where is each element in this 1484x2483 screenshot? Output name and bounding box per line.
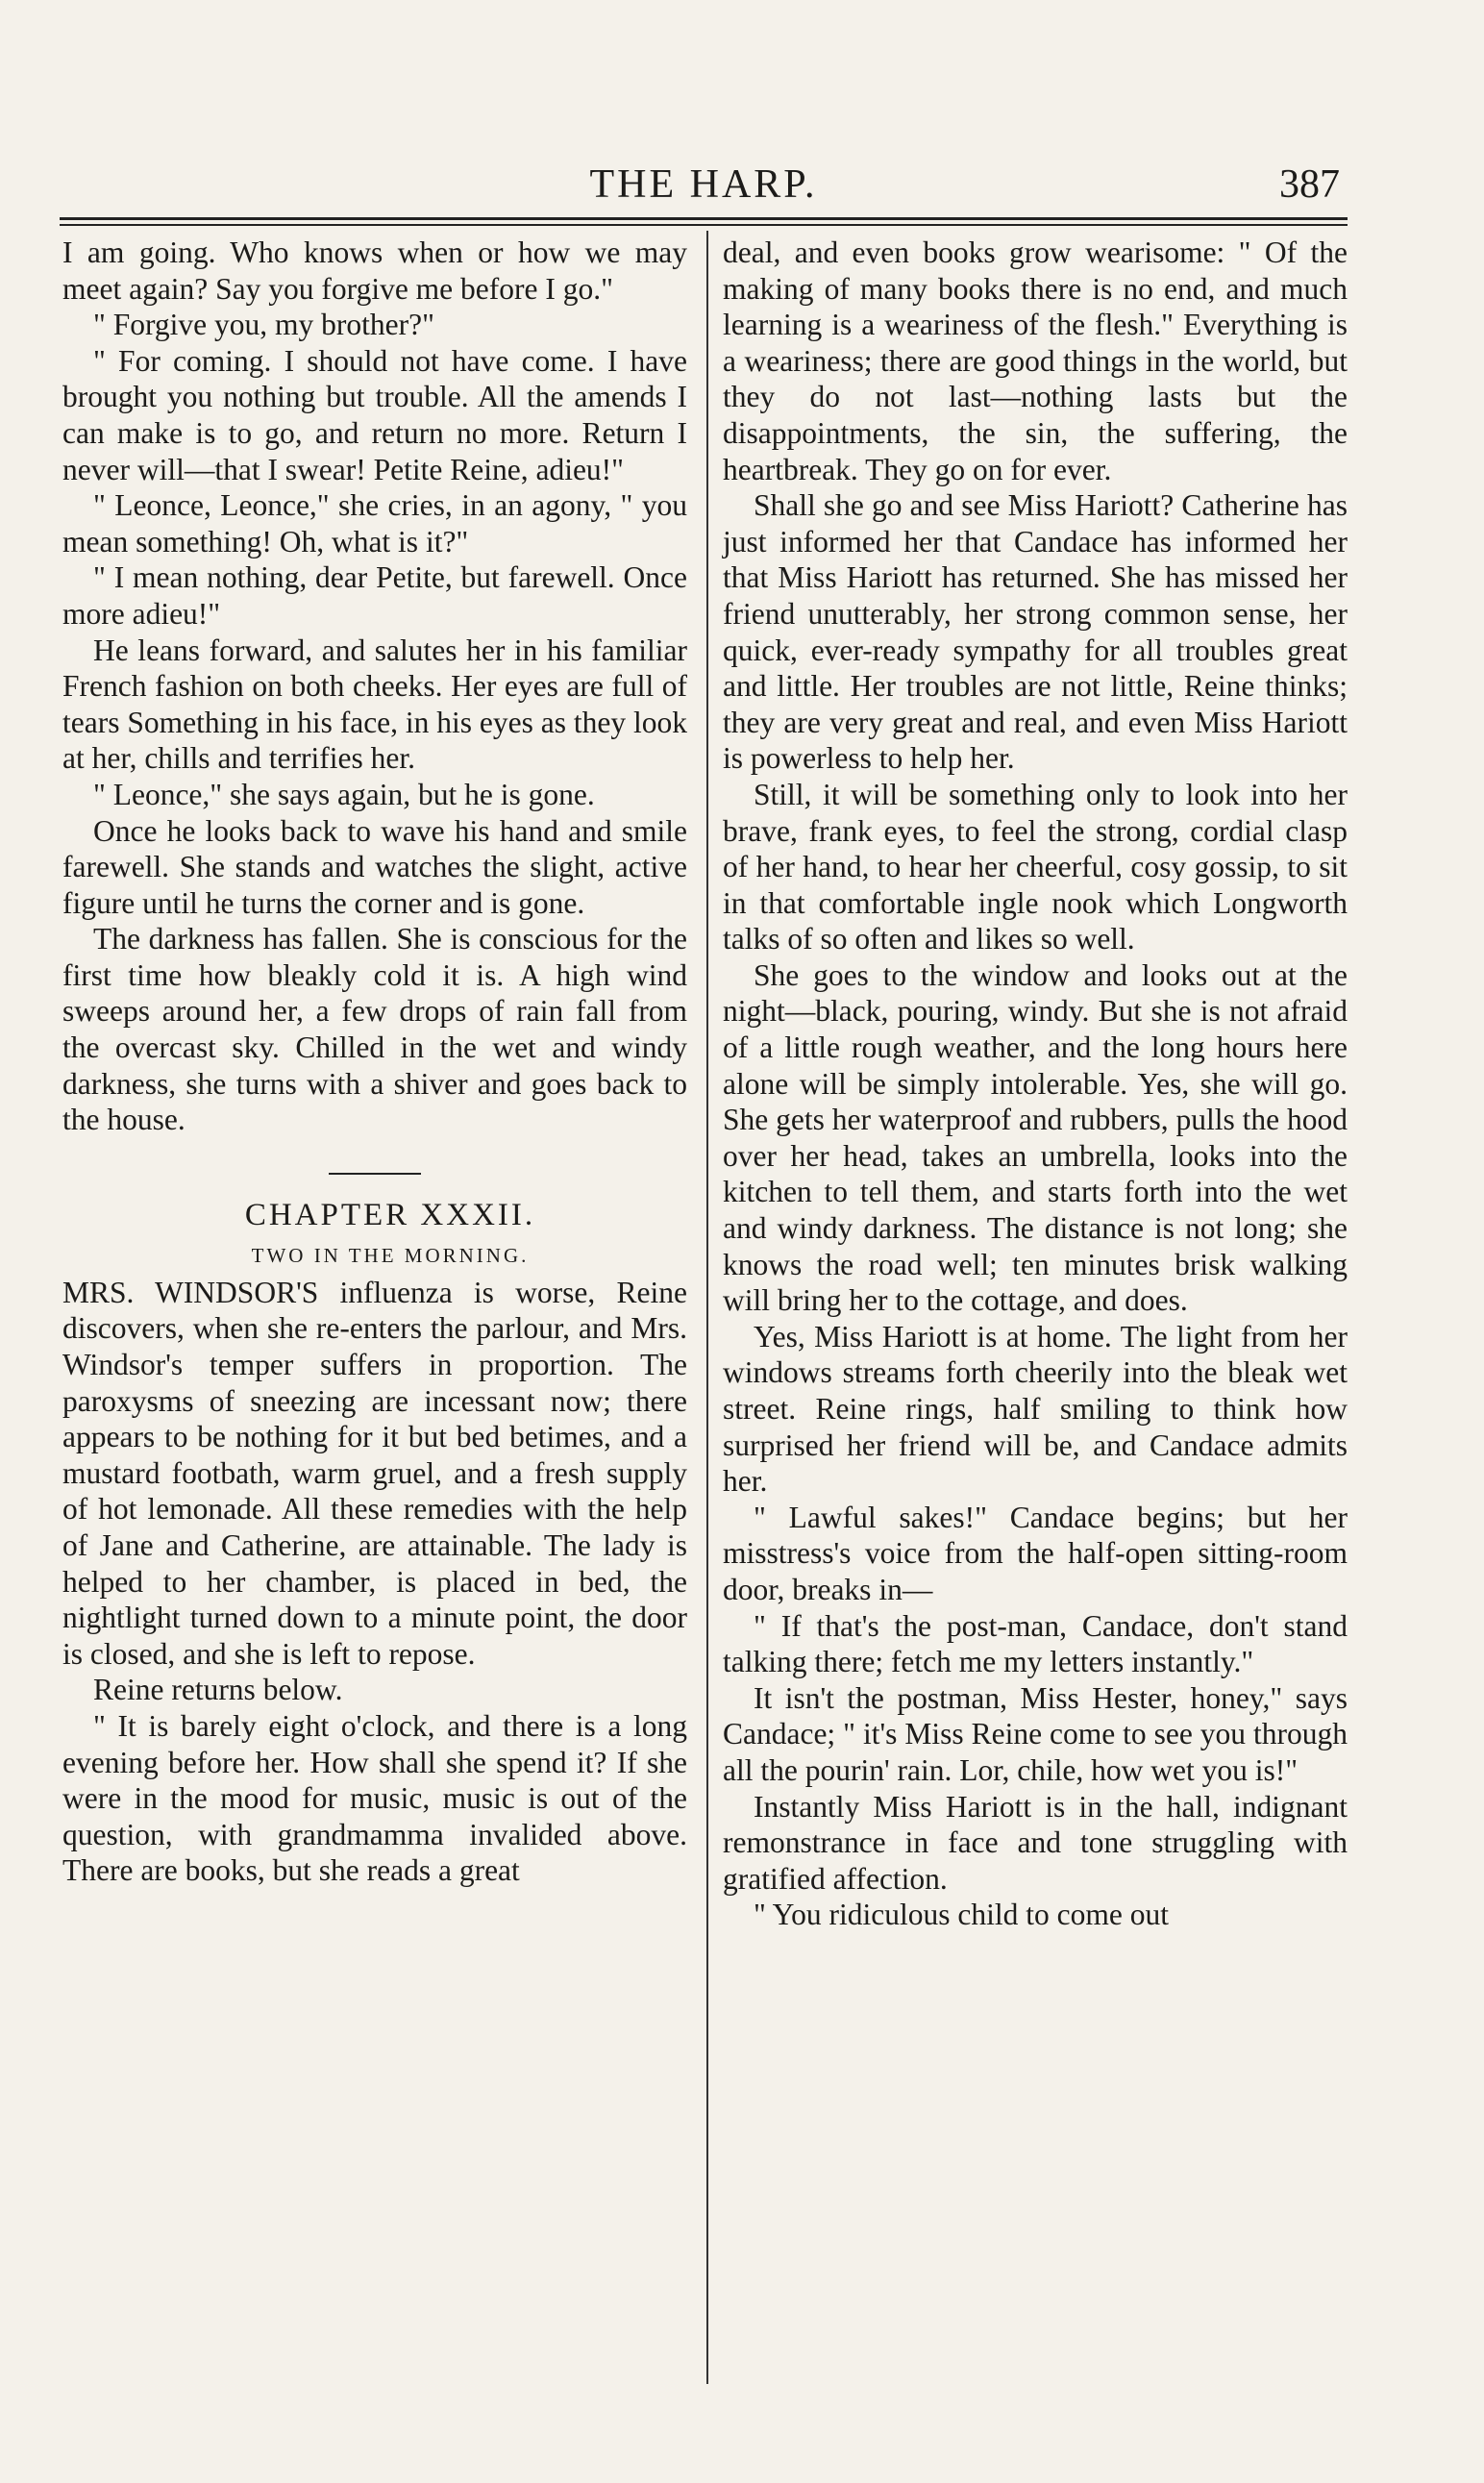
- paragraph: The darkness has fallen. She is conscious for the first time how bleakly cold it is. A high wind sweeps around her, a few drops of rain fall from the overcast sky. Chilled in the wet and windy darkness, she turns with a shiver and goes back to the house.: [62, 922, 687, 1137]
- left-column: [62, 235, 687, 1889]
- paragraph: " Leonce, Leonce," she cries, in an agony, " you mean something! Oh, what is it?": [62, 488, 687, 559]
- paragraph: " It is barely eight o'clock, and there is a long evening before her. How shall she spend it? If she were in the mood for music, music is out of the question, with grandmamma invalided above. There are books, but she reads a great: [62, 1708, 687, 1888]
- paragraph: Instantly Miss Hariott is in the hall, indignant remonstrance in face and tone struggling with gratified affection.: [723, 1789, 1348, 1896]
- paragraph: " You ridiculous child to come out: [754, 1898, 1169, 1932]
- paragraph: deal, and even books grow wearisome: " Of the making of many books there is no end, and much learning is a weariness of the flesh." Everything is a weariness; there are good things in the world, but they do not last—nothing lasts but the disappointments, the sin, the suffering, the heartbreak. They go on for ever.: [723, 236, 1348, 486]
- header-rule-top: [60, 217, 1348, 220]
- paragraph: Once he looks back to wave his hand and smile farewell. She stands and watches the slight, active figure until he turns the corner and is gone.: [62, 813, 687, 920]
- chapter-divider: [329, 1173, 421, 1175]
- right-column: [723, 235, 1348, 1933]
- page-header: [60, 156, 1348, 213]
- page-number: 387: [1279, 162, 1340, 207]
- paragraph: " For coming. I should not have come. I have brought you nothing but trouble. All the amends I can make is to go, and return no more. Return I never will—that I swear! Petite Reine, adieu!": [62, 343, 687, 486]
- paragraph: " Leonce," she says again, but he is gone.: [93, 777, 595, 811]
- chapter-title: CHAPTER XXXII.: [244, 1197, 536, 1232]
- paragraph: Still, it will be something only to look into her brave, frank eyes, to feel the strong, cordial clasp of her hand, to hear her cheerful, cosy gossip, to sit in that comfortable ingle nook which Longworth talks of so often and likes so well.: [723, 777, 1348, 956]
- paragraph: Yes, Miss Hariott is at home. The light from her windows streams forth cheerily into the bleak wet street. Reine rings, half smiling to think how surprised her friend will be, and Candace admits her.: [723, 1319, 1348, 1499]
- column-divider: [706, 231, 708, 2384]
- paragraph: " Lawful sakes!" Candace begins; but her misstress's voice from the half-open sitting-room door, breaks in—: [723, 1500, 1348, 1606]
- chapter-subtitle: TWO IN THE MORNING.: [251, 1243, 530, 1267]
- header-rule-bottom: [60, 224, 1348, 226]
- paragraph: MRS. WINDSOR'S influenza is worse, Reine discovers, when she re-enters the parlour, and Mrs. Windsor's temper suffers in proportion. The paroxysms of sneezing are incessant now; there appears to be nothing for it but bed betimes, and a mustard footbath, warm gruel, and a fresh supply of hot lemonade. All these remedies with the help of Jane and Catherine, are attainable. The lady is helped to her chamber, is placed in bed, the nightlight turned down to a minute point, the door is closed, and she is left to repose.: [62, 1275, 687, 1671]
- paragraph: " Forgive you, my brother?": [93, 308, 434, 342]
- paragraph: It isn't the postman, Miss Hester, honey," says Candace; " it's Miss Reine come to see you through all the pourin' rain. Lor, chile, how wet you is!": [723, 1680, 1348, 1787]
- running-title: THE HARP.: [589, 162, 818, 207]
- paragraph: Shall she go and see Miss Hariott? Catherine has just informed her that Candace has informed her that Miss Hariott has returned. She has missed her friend unutterably, her strong common sense, her quick, ever-ready sympathy for all troubles great and little. Her troubles are not little, Reine thinks; they are very great and real, and even Miss Hariott is powerless to help her.: [723, 488, 1348, 776]
- paragraph: " I mean nothing, dear Petite, but farewell. Once more adieu!": [62, 560, 687, 631]
- paragraph: I am going. Who knows when or how we may meet again? Say you forgive me before I go.": [62, 236, 687, 306]
- paragraph: He leans forward, and salutes her in his familiar French fashion on both cheeks. Her eyes are full of tears Something in his face, in his eyes as they look at her, chills and terrifies her.: [62, 633, 687, 776]
- paragraph: Reine returns below.: [93, 1673, 343, 1707]
- paragraph: She goes to the window and looks out at the night—black, pouring, windy. But she is not afraid of a little rough weather, and the long hours here alone will be simply intolerable. Yes, she will go. She gets her waterproof and rubbers, pulls the hood over her head, takes an umbrella, looks into the kitchen to tell them, and starts forth into the wet and windy darkness. The distance is not long; she knows the road well; ten minutes brisk walking will bring her to the cottage, and does.: [723, 957, 1348, 1318]
- paragraph: " If that's the post-man, Candace, don't stand talking there; fetch me my letters instantly.": [723, 1608, 1348, 1679]
